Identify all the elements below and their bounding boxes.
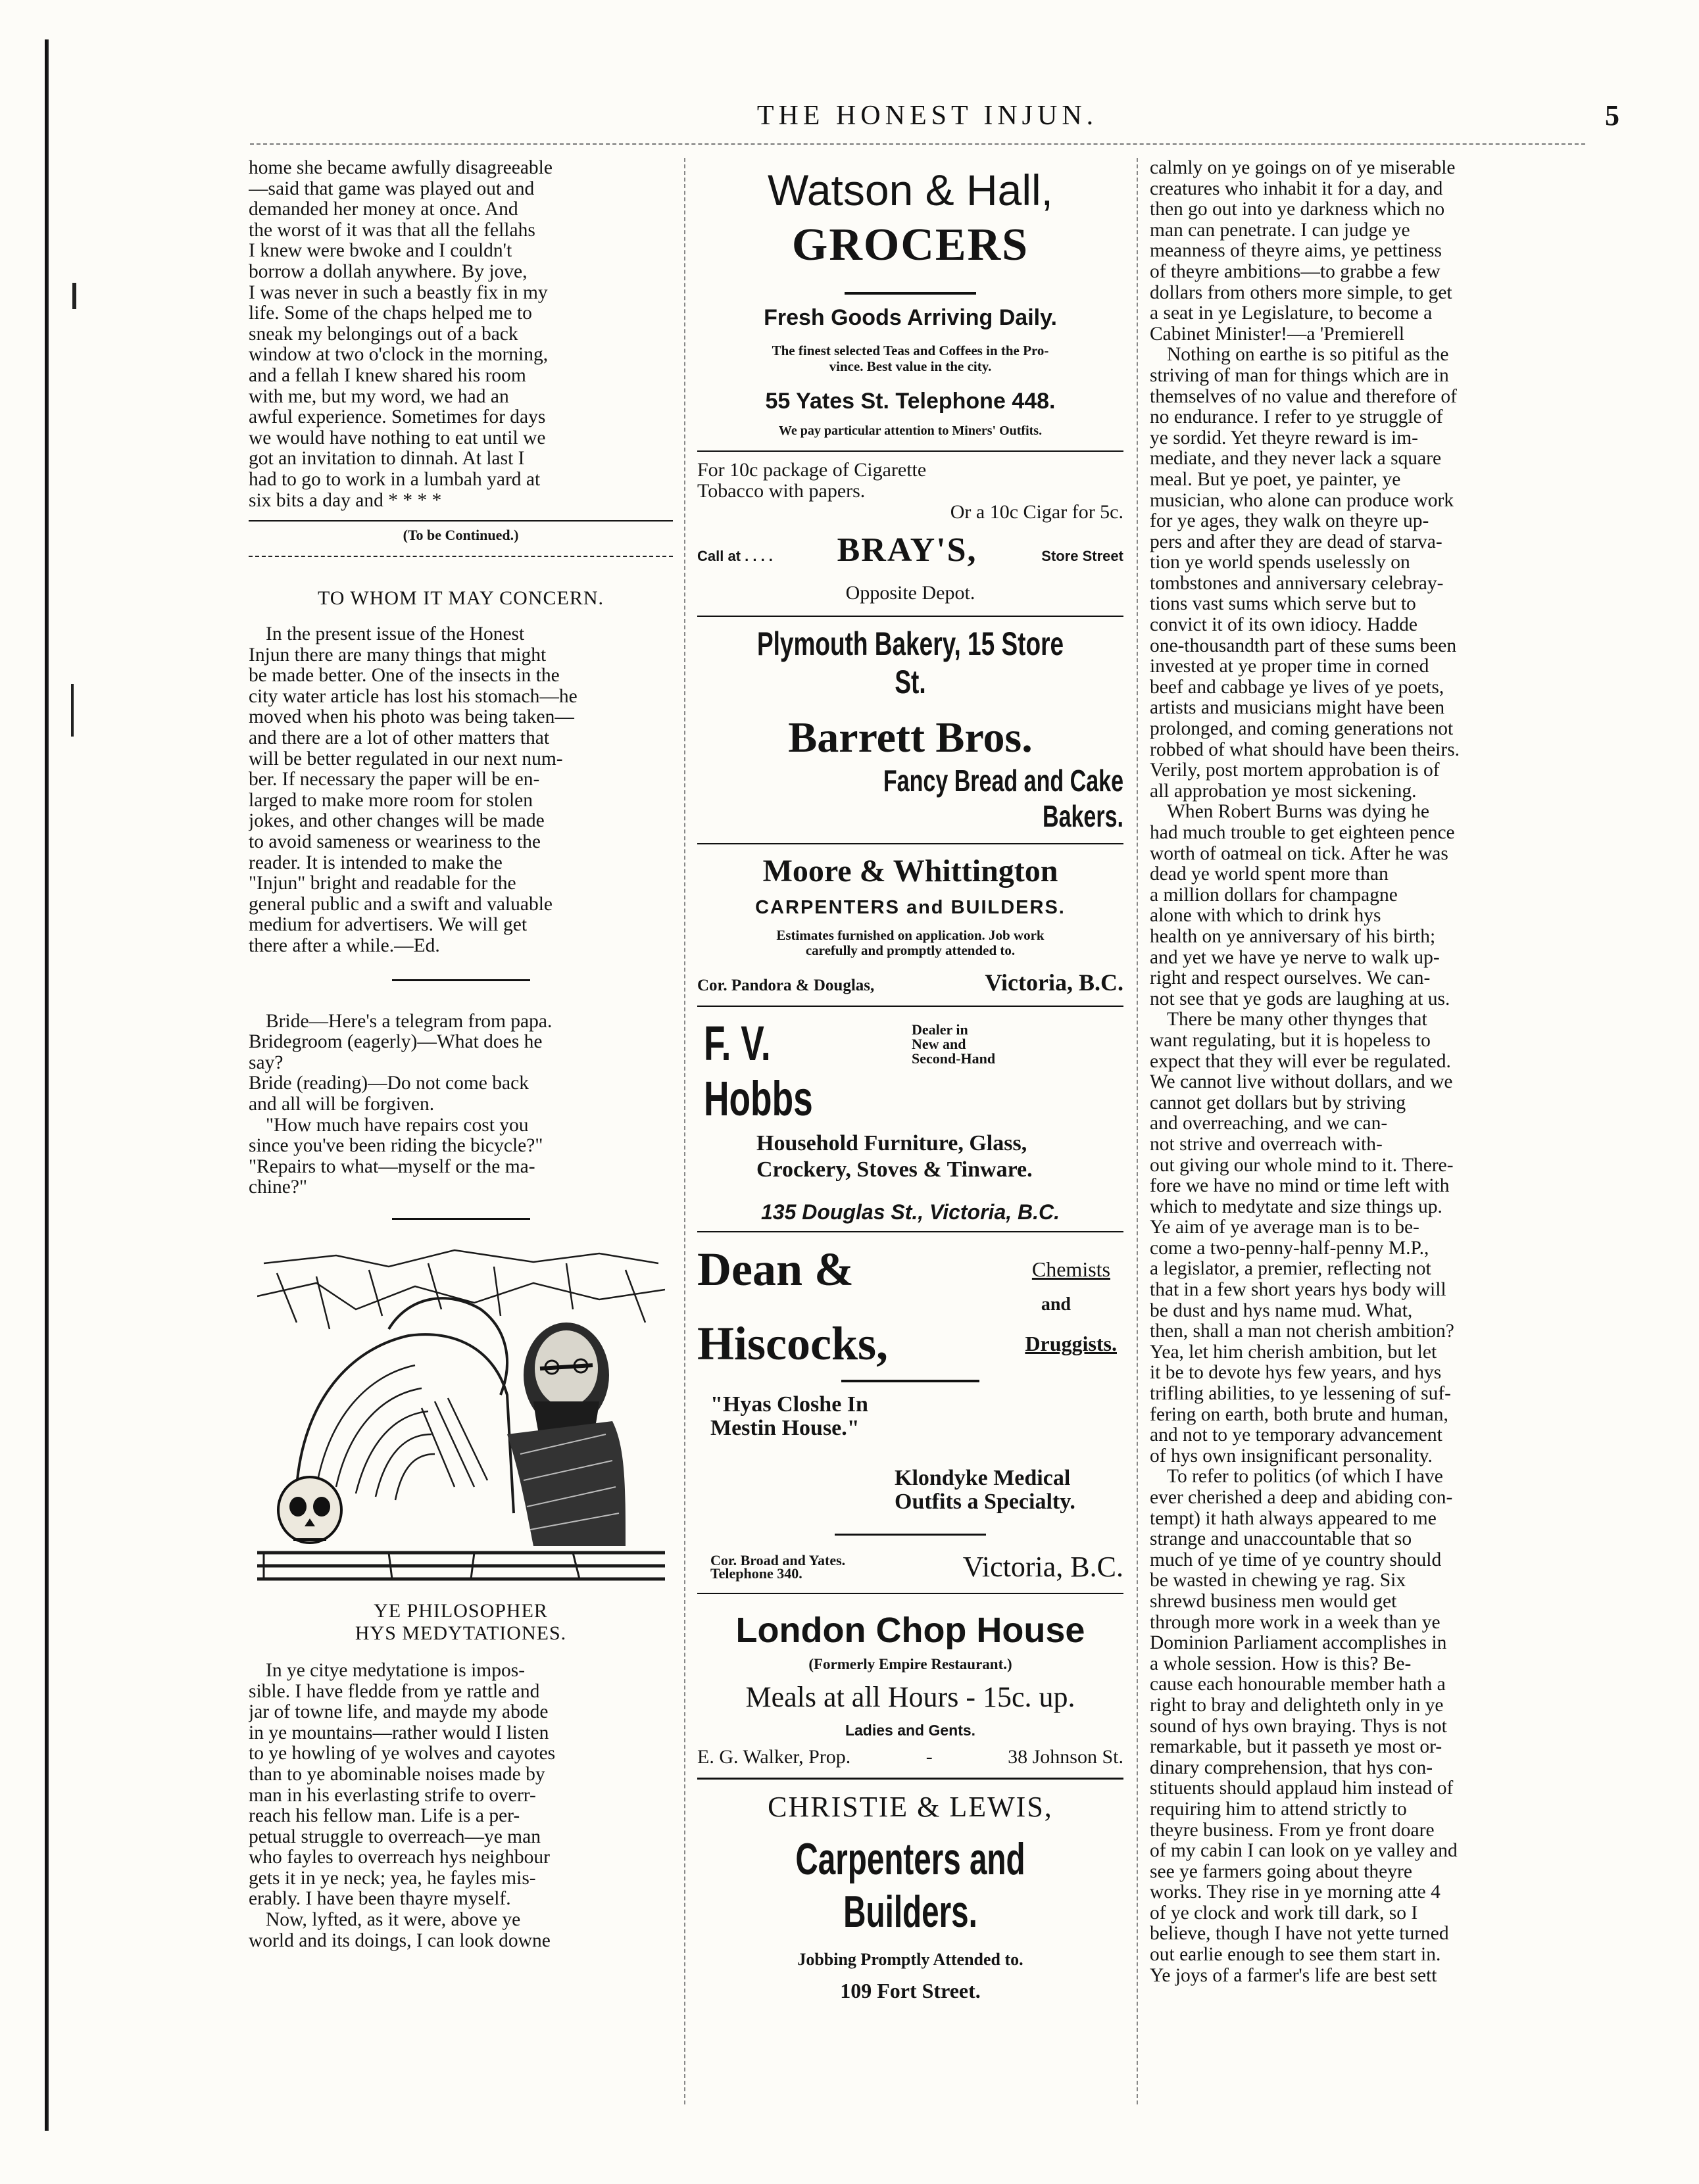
ad-hobbs-name: F. V. Hobbs [704, 1016, 813, 1126]
ad-watson-miners: We pay particular attention to Miners' Outfits. [778, 424, 1043, 438]
ad-dean-name-1: Dean & [697, 1243, 854, 1296]
text-line: robbed of what should have been theirs. [1150, 739, 1460, 760]
margin-mark [72, 283, 76, 309]
joke-bicycle [249, 1115, 673, 1198]
text-line: shrewd business men would get [1150, 1590, 1397, 1612]
text-line: come a two-penny-half-penny M.P., [1150, 1237, 1429, 1259]
left-column [249, 158, 673, 2105]
concern-article [249, 624, 673, 957]
ad-christie-jobbing: Jobbing Promptly Attended to. [797, 1950, 1023, 1969]
ad-brays-opposite: Opposite Depot. [845, 582, 975, 604]
ad-barrett-name: Barrett Bros. [788, 714, 1033, 762]
ad-watson-fresh: Fresh Goods Arriving Daily. [764, 305, 1057, 330]
story-continuation [249, 158, 673, 511]
text-line: got an invitation to dinnah. At last I [249, 448, 525, 470]
text-line: jar of towne life, and mayde my abode [249, 1701, 549, 1723]
ad-separator [697, 1231, 1123, 1232]
ad-dean-and: and [1041, 1294, 1071, 1315]
text-line: Bride (reading)—Do not come back [249, 1073, 529, 1094]
text-line: tions vast sums which serve but to [1150, 593, 1416, 615]
text-line: Ye joys of a farmer's life are best sett [1150, 1964, 1437, 1986]
philosopher-title-line: HYS MEDYTATIONES. [355, 1622, 567, 1644]
text-line: that in a few short years hys body will [1150, 1279, 1446, 1301]
ad-separator [697, 450, 1123, 452]
ad-moore-name: Moore & Whittington [762, 854, 1058, 888]
text-line: —said that game was played out and [249, 178, 535, 199]
ad-text-line: Klondyke Medical [895, 1466, 1071, 1490]
text-line: alone with which to drink hys [1150, 905, 1381, 927]
text-line: of hys own insignificant personality. [1150, 1445, 1433, 1467]
text-line: reach his fellow man. Life is a per- [249, 1805, 520, 1827]
text-line: creatures who inhabit it for a day, and [1150, 178, 1443, 199]
text-line: then, shall a man not cherish ambition? [1150, 1321, 1454, 1342]
text-line: moved when his photo was being taken— [249, 706, 574, 728]
column-divider [1137, 158, 1138, 2104]
text-line: chine?" [249, 1177, 308, 1198]
running-head: THE HONEST INJUN. [756, 101, 1098, 131]
column-divider [684, 158, 685, 2104]
ad-plymouth: Plymouth Bakery, 15 Store St. [756, 625, 1064, 700]
text-line: much of ye time of ye country should [1150, 1549, 1442, 1570]
text-line: tempt) it hath always appeared to me [1150, 1507, 1437, 1529]
ad-london-chop-house [697, 1609, 1123, 1768]
text-line: There be many other thynges that [1167, 1009, 1427, 1031]
divider-rule [249, 556, 673, 557]
text-line: stituents should applaud him instead of [1150, 1778, 1454, 1799]
text-line: We cannot live without dollars, and we [1150, 1071, 1453, 1093]
philosopher-continued-4 [1150, 1009, 1584, 1467]
text-line: it be to devote hys few years, and hys [1150, 1362, 1442, 1384]
text-line: we would have nothing to eat until we [249, 427, 546, 449]
text-line: six bits a day and * * * * [249, 489, 442, 511]
text-line: ber. If necessary the paper will be en- [249, 769, 540, 790]
text-line: believe, though I have not yette turned [1150, 1923, 1449, 1945]
short-rule [845, 292, 976, 295]
text-line: fore we have no mind or time left with [1150, 1175, 1450, 1197]
text-line: Yea, let him cherish ambition, but let [1150, 1341, 1437, 1363]
philosopher-article-p2 [249, 1910, 673, 1951]
to-be-continued: (To be Continued.) [403, 527, 519, 544]
ad-text-line: Dealer in [912, 1021, 968, 1038]
philosopher-title [249, 1600, 673, 1645]
text-line: cause each honourable member hath a [1150, 1674, 1446, 1695]
text-line: borrow a dollah anywhere. By jove, [249, 260, 528, 282]
ad-london-ladies: Ladies and Gents. [845, 1722, 976, 1739]
text-line: see ye farmers going about theyre [1150, 1860, 1412, 1882]
text-line: artists and musicians might have been [1150, 697, 1445, 719]
text-line: dollars from others more simple, to get [1150, 281, 1452, 303]
short-rule [835, 1534, 986, 1536]
ad-london-dash: - [925, 1746, 933, 1768]
text-line: tombstones and anniversary celebray- [1150, 572, 1444, 594]
text-line: man in his everlasting strife to overr- [249, 1784, 536, 1806]
ad-london-name: London Chop House [735, 1611, 1085, 1650]
text-line: trifling abilities, to ye lessening of suf- [1150, 1383, 1451, 1405]
ad-text-line: Second-Hand [912, 1050, 996, 1067]
text-line: Ye aim of ye average man is to be- [1150, 1217, 1419, 1238]
ad-separator [697, 1006, 1123, 1007]
ad-text-line: Crockery, Stoves & Tinware. [756, 1157, 1033, 1182]
text-line: In ye citye medytatione is impos- [266, 1659, 526, 1681]
text-line: home she became awfully disagreeable [249, 158, 553, 178]
text-line: which to medytate and size things up. [1150, 1196, 1442, 1217]
ad-separator [697, 616, 1123, 617]
text-line: out earlie enough to see them start in. [1150, 1944, 1441, 1966]
text-line: meal. But ye poet, ye painter, ye [1150, 468, 1401, 490]
text-line: cannot get dollars but by striving [1150, 1092, 1406, 1113]
text-line: petual struggle to overreach—ye man [249, 1826, 541, 1847]
text-line: life. Some of the chaps helped me to [249, 303, 532, 324]
text-line: and a fellah I knew shared his room [249, 364, 526, 386]
text-line: had much trouble to get eighteen pence [1150, 822, 1455, 843]
text-line: theyre business. From ye front doare [1150, 1819, 1435, 1841]
ad-dean-corner [710, 1551, 846, 1582]
concern-heading: TO WHOM IT MAY CONCERN. [318, 587, 604, 610]
text-line: ever cherished a deep and abiding con- [1150, 1487, 1453, 1508]
philosopher-continued-2 [1150, 345, 1584, 802]
ad-text-line: "Hyas Closhe In [710, 1392, 868, 1417]
text-line: in ye mountains—rather would I listen [249, 1722, 549, 1743]
text-line: In the present issue of the Honest [266, 623, 525, 645]
philosopher-title-line: YE PHILOSOPHER [374, 1599, 548, 1622]
ad-moore-whittington [697, 852, 1123, 996]
ad-hobbs-dealer [912, 1023, 995, 1066]
text-line: and all will be forgiven. [249, 1093, 435, 1115]
text-line: "Injun" bright and readable for the [249, 873, 516, 894]
text-line: the worst of it was that all the fellahs [249, 219, 535, 241]
ad-separator [697, 843, 1123, 844]
text-line: Nothing on earthe is so pitiful as the [1167, 344, 1449, 366]
ad-london-street: 38 Johnson St. [1008, 1746, 1123, 1768]
ad-brays-line: For 10c package of Cigarette [697, 459, 927, 481]
text-line: a whole session. How is this? Be- [1150, 1653, 1412, 1674]
text-line: jokes, and other changes will be made [249, 810, 545, 832]
ad-christie-sub: Carpenters and Builders. [795, 1834, 1025, 1937]
philosopher-illustration-icon [257, 1237, 665, 1586]
ad-london-formerly: (Formerly Empire Restaurant.) [808, 1656, 1012, 1672]
text-line: meanness of theyre aims, ye pettiness [1150, 240, 1442, 262]
joke-bride [249, 1011, 673, 1115]
ad-dean-city: Victoria, B.C. [962, 1551, 1123, 1583]
text-line: of theyre ambitions—to grabbe a few [1150, 260, 1440, 282]
text-line: To refer to politics (of which I have [1167, 1466, 1443, 1488]
philosopher-continued-5 [1150, 1467, 1584, 1986]
text-line: be made better. One of the insects in the [249, 665, 560, 687]
ad-watson-address: 55 Yates St. Telephone 448. [765, 389, 1056, 414]
ad-brays-call: Call at . . . . [697, 548, 773, 564]
text-line: erably. I have been thayre myself. [249, 1888, 511, 1910]
text-line: "Repairs to what—myself or the ma- [249, 1155, 535, 1177]
text-line: not see that ye gods are laughing at us. [1150, 988, 1450, 1009]
ad-dean-hyas [710, 1393, 1123, 1440]
ad-separator [697, 1778, 1123, 1780]
text-line: Bride—Here's a telegram from papa. [266, 1010, 553, 1032]
ad-text-line: New and [912, 1036, 966, 1052]
right-column [1150, 158, 1584, 2105]
text-line: demanded her money at once. And [249, 199, 518, 220]
text-line: be wasted in chewing ye rag. Six [1150, 1570, 1406, 1591]
philosopher-continued-3 [1150, 802, 1584, 1009]
ad-hobbs-goods [756, 1130, 1123, 1183]
text-line: a million dollars for champagne [1150, 884, 1398, 906]
text-line: worth of oatmeal on tick. After he was [1150, 842, 1448, 864]
text-line: general public and a swift and valuable [249, 893, 553, 915]
ad-dean-name-2: Hiscocks, [697, 1317, 889, 1370]
text-line: I was never in such a beastly fix in my [249, 281, 548, 303]
ad-brays-name: BRAY'S, [837, 531, 977, 569]
text-line: expect that they will ever be regulated. [1150, 1050, 1451, 1072]
text-line: to avoid sameness or weariness to the [249, 831, 541, 853]
text-line: fering on earth, both brute and human, [1150, 1403, 1448, 1425]
header-rule [250, 143, 1585, 145]
text-line: I knew were bwoke and I couldn't [249, 240, 512, 262]
text-line: remarkable, but it passeth ye most or- [1150, 1736, 1442, 1758]
text-line: world and its doings, I can look downe [249, 1929, 551, 1951]
text-line: works. They rise in ye morning atte 4 [1150, 1881, 1440, 1903]
text-line: mediate, and they never lack a square [1150, 448, 1442, 470]
ad-christie-lewis [697, 1790, 1123, 2003]
ad-text-line: The finest selected Teas and Coffees in the Pro- [772, 343, 1049, 358]
text-line: "How much have repairs cost you [266, 1114, 529, 1136]
text-line: city water article has lost his stomach—he [249, 685, 578, 707]
text-line: beef and cabbage ye lives of ye poets, [1150, 676, 1444, 698]
text-line: of ye clock and work till dark, so I [1150, 1902, 1418, 1924]
text-line: and not to ye temporary advancement [1150, 1424, 1442, 1446]
ad-london-prop: E. G. Walker, Prop. [697, 1746, 851, 1768]
text-line: Bridegroom (eagerly)—What does he [249, 1031, 543, 1053]
text-line: reader. It is intended to make the [249, 852, 503, 873]
text-line: strange and unaccountable that so [1150, 1528, 1412, 1550]
text-line: want regulating, but it is hopeless to [1150, 1029, 1431, 1051]
text-line: themselves of no value and therefore of [1150, 385, 1457, 407]
ad-dean-hiscocks [697, 1240, 1123, 1584]
text-line: then go out into ye darkness which no [1150, 199, 1445, 220]
text-line: sible. I have fledde from ye rattle and [249, 1680, 540, 1702]
ad-moore-corner: Cor. Pandora & Douglas, [697, 977, 875, 994]
text-line: musician, who alone can produce work [1150, 489, 1454, 511]
text-line: dinary comprehension, that hys con- [1150, 1757, 1433, 1778]
margin-mark [71, 684, 74, 737]
text-line: Now, lyfted, as it were, above ye [266, 1909, 521, 1931]
ad-watson-hall [697, 164, 1123, 439]
text-line: a seat in ye Legislature, to become a [1150, 303, 1433, 324]
text-line: since you've been riding the bicycle?" [249, 1135, 543, 1157]
text-line: say? [249, 1052, 283, 1073]
text-line: pers and after they are dead of starva- [1150, 531, 1442, 552]
ad-separator [697, 1593, 1123, 1594]
text-line: calmly on ye goings on of ye miserable [1150, 158, 1456, 178]
text-line: for ye ages, they walk on theyre up- [1150, 510, 1429, 532]
text-line: of my cabin I can look on ye valley and [1150, 1840, 1458, 1862]
text-line: awful experience. Sometimes for days [249, 406, 546, 428]
philosopher-continued-1 [1150, 158, 1584, 345]
text-line: right to bray and delighteth only in ye [1150, 1694, 1444, 1716]
text-line: a legislator, a premier, reflecting not [1150, 1258, 1431, 1280]
text-line: not strive and overreach with- [1150, 1133, 1383, 1155]
advertisement-column [697, 158, 1123, 2105]
text-line: with me, but my word, we had an [249, 385, 509, 407]
text-line: all approbation ye most sickening. [1150, 780, 1417, 802]
ad-london-meals: Meals at all Hours - 15c. up. [745, 1681, 1075, 1713]
text-line: Cabinet Minister!—a 'Premierell [1150, 323, 1405, 345]
text-line: dead ye world spent more than [1150, 863, 1389, 885]
ad-text-line: Estimates furnished on application. Job work [776, 927, 1045, 943]
text-line: gets it in ye neck; yea, he fayles mis- [249, 1867, 536, 1889]
ad-text-line: carefully and promptly attended to. [805, 942, 1016, 958]
ad-text-line: Mestin House." [710, 1416, 860, 1440]
text-line: will be better regulated in our next num- [249, 748, 563, 769]
ad-text-line: vince. Best value in the city. [829, 358, 992, 374]
text-line: and there are a lot of other matters that [249, 727, 550, 749]
text-line: requiring him to attend strictly to [1150, 1798, 1407, 1820]
ad-barrett-sub: Fancy Bread and Cake Bakers. [883, 764, 1123, 833]
text-line: medium for advertisers. We will get [249, 914, 528, 936]
ad-text-line: Household Furniture, Glass, [756, 1131, 1027, 1155]
ad-watson-name: Watson & Hall, [767, 166, 1054, 214]
ad-watson-finest [697, 343, 1123, 374]
binding-edge [45, 39, 51, 2131]
text-line: be dust and hys name mud. What, [1150, 1299, 1413, 1321]
text-line: prolonged, and coming generations not [1150, 718, 1454, 740]
text-line: invested at ye proper time in corned [1150, 656, 1429, 677]
text-line: one-thousandth part of these sums been [1150, 635, 1457, 656]
text-line: sneak my belongings out of a back [249, 323, 518, 345]
text-line: and yet we have ye nerve to walk up- [1150, 946, 1440, 968]
text-line: Verily, post mortem approbation is of [1150, 760, 1440, 781]
ad-text-line: Cor. Broad and Yates. [710, 1551, 846, 1568]
ad-dean-chemists: Chemists [1031, 1257, 1110, 1281]
ad-dean-klondyke [697, 1467, 1110, 1514]
ad-watson-grocers: GROCERS [791, 220, 1029, 270]
text-line: Dominion Parliament accomplishes in [1150, 1632, 1447, 1654]
text-line: convict it of its own idiocy. Hadde [1150, 614, 1417, 636]
short-rule [841, 1380, 979, 1382]
divider-rule [249, 520, 673, 522]
page-number: 5 [1605, 99, 1619, 132]
text-line: striving of man for things which are in [1150, 364, 1449, 386]
text-line: and overreaching, and we can- [1150, 1113, 1388, 1134]
ad-christie-street: 109 Fort Street. [840, 1979, 981, 2002]
text-line: sound of hys own braying. Thys is not [1150, 1715, 1447, 1737]
ad-brays-line: Tobacco with papers. [697, 480, 866, 502]
ad-dean-druggists: Druggists. [1025, 1331, 1117, 1355]
ad-moore-est [697, 928, 1123, 958]
text-line: out giving our whole mind to it. There- [1150, 1154, 1454, 1176]
text-line: through more work in a week than ye [1150, 1611, 1440, 1633]
ad-moore-city: Victoria, B.C. [985, 969, 1123, 996]
text-line: had to go to work in a lumbah yard at [249, 468, 541, 490]
ad-hobbs-address: 135 Douglas St., Victoria, B.C. [760, 1200, 1060, 1224]
text-line: tion ye world spends uselessly on [1150, 552, 1410, 573]
ad-brays [697, 460, 1123, 604]
ad-christie-name: CHRISTIE & LEWIS, [768, 1791, 1053, 1823]
text-line: larged to make more room for stolen [249, 789, 533, 811]
text-line: man can penetrate. I can judge ye [1150, 219, 1410, 241]
text-line: health on ye anniversary of his birth; [1150, 925, 1436, 947]
text-line: Injun there are many things that might [249, 644, 547, 666]
text-line: to ye howling of ye wolves and cayotes [249, 1743, 556, 1764]
ad-hobbs [697, 1016, 1123, 1225]
text-line: no endurance. I refer to ye struggle of [1150, 406, 1443, 428]
text-line: there after a while.—Ed. [249, 935, 440, 956]
text-line: ye sordid. Yet theyre reward is im- [1150, 427, 1419, 449]
ad-brays-street: Store Street [1041, 548, 1123, 564]
text-line: right and respect ourselves. We can- [1150, 967, 1431, 989]
ad-moore-sub: CARPENTERS and BUILDERS. [755, 897, 1066, 918]
text-line: When Robert Burns was dying he [1167, 801, 1429, 823]
ad-text-line: Telephone 340. [710, 1565, 802, 1582]
text-line: than to ye abominable noises made by [249, 1763, 545, 1785]
text-line: window at two o'clock in the morning, [249, 344, 549, 366]
ad-barrett [697, 625, 1123, 834]
short-rule [392, 1218, 530, 1220]
text-line: who fayles to overreach hys neighbour [249, 1847, 550, 1868]
philosopher-article [249, 1661, 673, 1910]
short-rule [392, 979, 530, 981]
ad-brays-line: Or a 10c Cigar for 5c. [950, 501, 1123, 523]
ad-text-line: Outfits a Specialty. [895, 1490, 1075, 1514]
